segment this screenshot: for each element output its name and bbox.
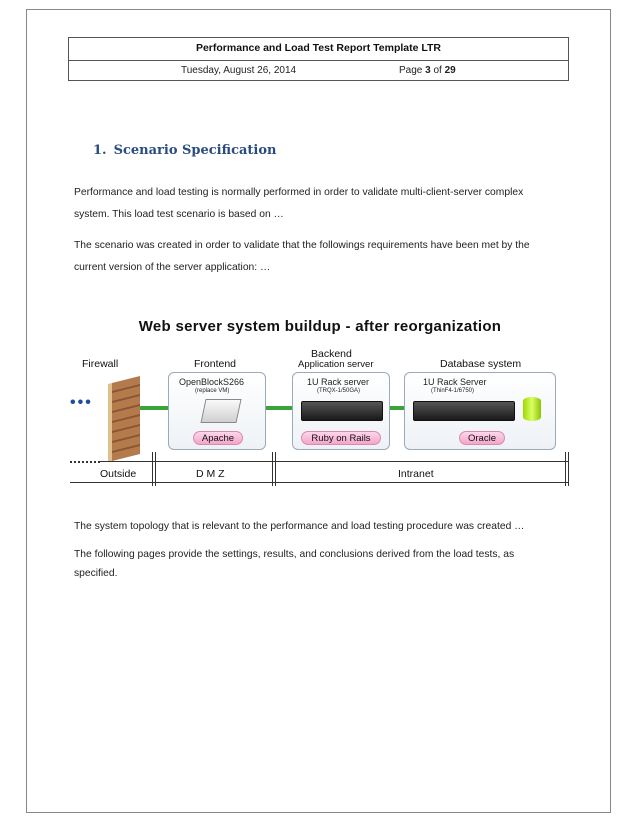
frontend-device-note: (replace VM) [195, 388, 230, 394]
oracle-pill: Oracle [459, 431, 505, 445]
zone-line-top [100, 461, 568, 462]
link-frontend-backend [266, 406, 292, 410]
firewall-icon [108, 376, 140, 462]
backend-server-icon [301, 401, 383, 421]
db-device-note: (ThinF4-1/6750) [431, 388, 475, 394]
zone-dmz: D M Z [196, 468, 225, 480]
link-backend-database [390, 406, 404, 410]
page-current: 3 [425, 65, 431, 76]
section-heading [93, 143, 276, 158]
frontend-box [168, 372, 266, 450]
zone-outside: Outside [100, 468, 137, 480]
page-header [68, 37, 569, 81]
header-title: Performance and Load Test Report Template LTR [195, 42, 442, 54]
paragraph-requirements: The scenario was created in order to validate that the followings requirements have been met by the current version of the server application: … [74, 240, 530, 273]
database-box [404, 372, 556, 450]
database-cylinder-icon [523, 397, 541, 421]
zone-line-bottom [70, 482, 568, 483]
zone-divider-dmz-intranet [272, 452, 276, 486]
db-server-icon [413, 401, 515, 421]
paragraph-intro: Performance and load testing is normally performed in order to validate multi-client-server complex system. This load test scenario is based on … [74, 187, 524, 220]
backend-device-note: (TRQX-1/50GA) [317, 388, 361, 394]
paragraph-topology: The system topology that is relevant to the performance and load testing procedure was created … [74, 521, 525, 532]
app-server-label: Application server [298, 359, 374, 370]
zone-end [565, 452, 569, 486]
zone-divider-outside-dmz [152, 452, 156, 486]
outside-dotted-line [70, 461, 100, 463]
paragraph-following-pages: The following pages provide the settings, results, and conclusions derived from the load tests, as specified. [74, 549, 515, 579]
page-of: of [430, 65, 445, 76]
section-number: 1. [93, 143, 107, 158]
header-divider [69, 60, 568, 61]
frontend-device-name: OpenBlockS266 [179, 377, 245, 387]
backend-box [292, 372, 390, 450]
backend-label: Backend [311, 348, 352, 360]
database-label: Database system [440, 358, 522, 370]
page-prefix: Page [399, 65, 426, 76]
network-dots: ••• [70, 394, 93, 411]
backend-device-name: 1U Rack server [307, 377, 370, 387]
link-firewall-frontend [140, 406, 168, 410]
firewall-label: Firewall [82, 358, 119, 370]
header-page-number [399, 65, 456, 76]
apache-pill: Apache [193, 431, 243, 445]
db-device-name: 1U Rack Server [423, 377, 487, 387]
diagram-title: Web server system buildup - after reorganization [138, 318, 502, 335]
page-total: 29 [444, 65, 456, 76]
header-date: Tuesday, August 26, 2014 [181, 65, 297, 76]
rails-pill: Ruby on Rails [301, 431, 381, 445]
frontend-label: Frontend [194, 358, 237, 370]
frontend-device-icon [200, 399, 241, 423]
zone-intranet: Intranet [398, 468, 434, 480]
section-title: Scenario Specification [113, 143, 277, 158]
topology-diagram [60, 318, 580, 488]
